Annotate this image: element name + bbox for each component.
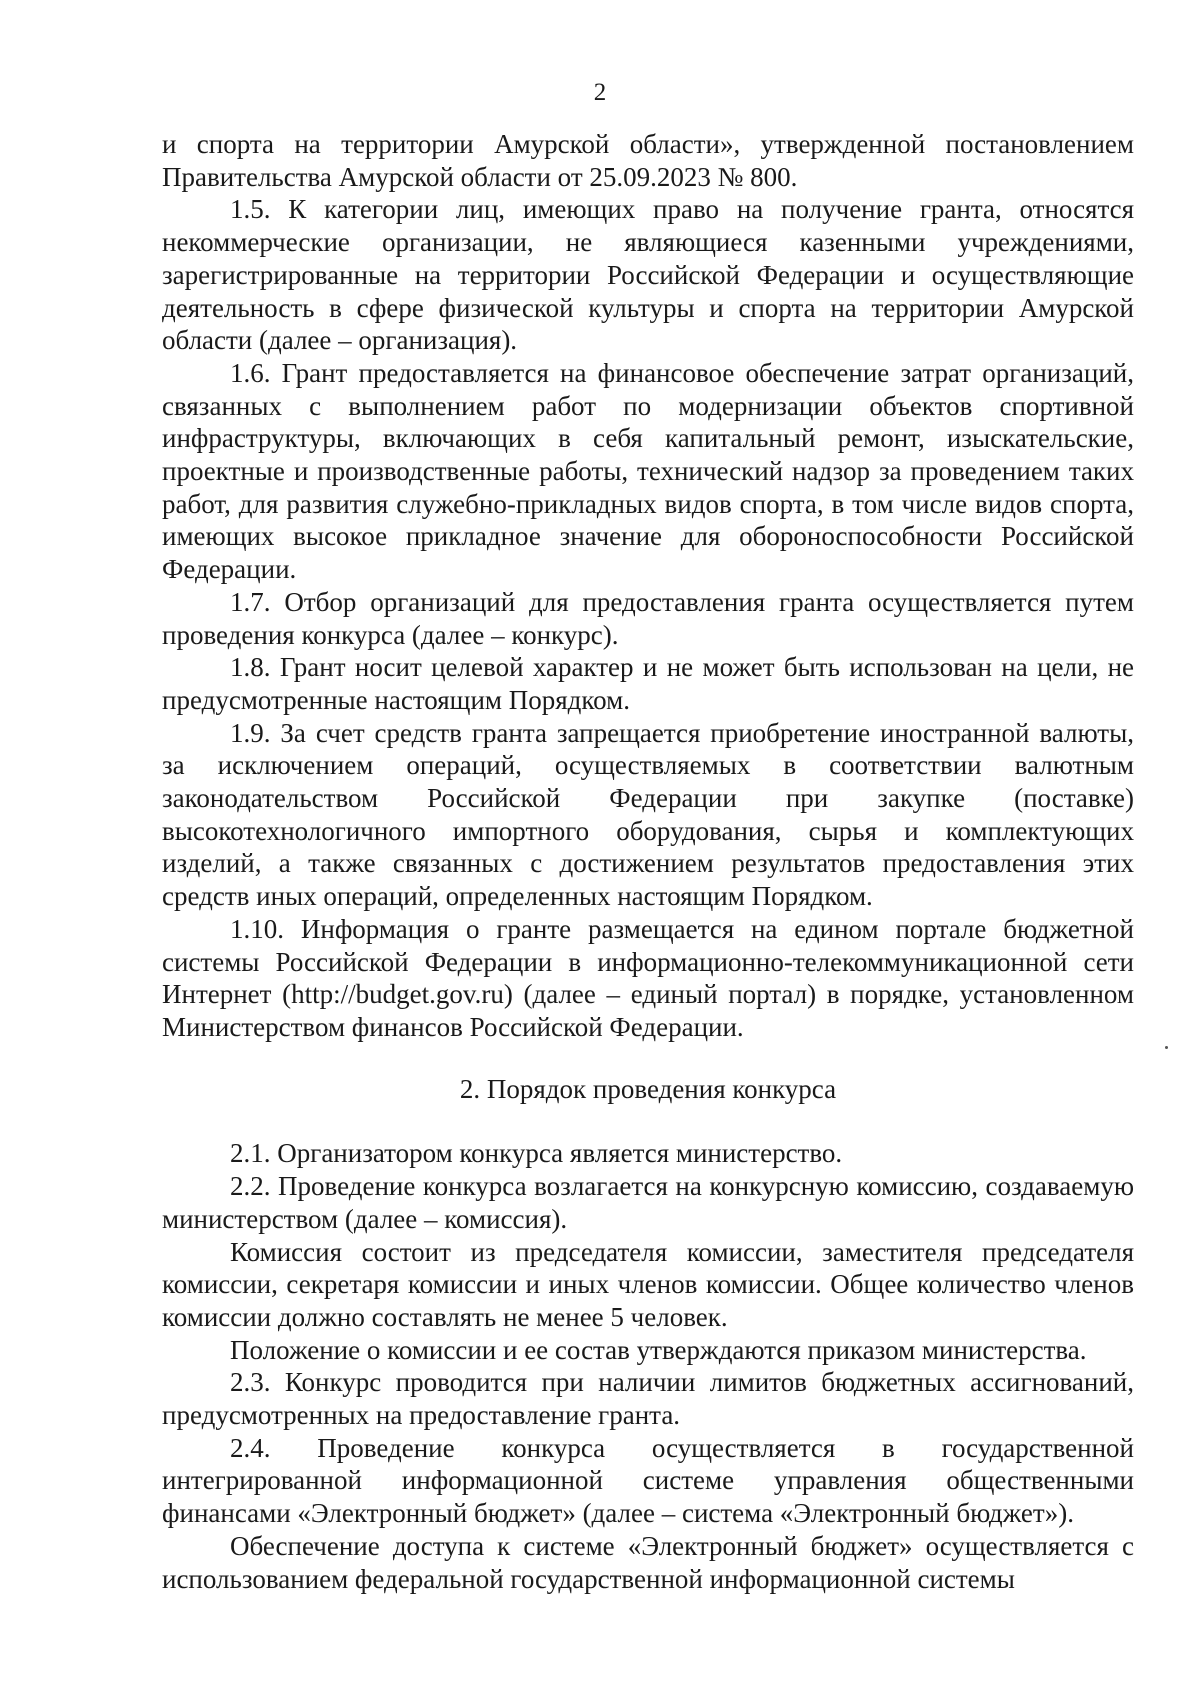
paragraph-1-6: 1.6. Грант предоставляется на финансовое обеспечение затрат организаций, связанных с выполнением работ по модернизации объектов спортивной инфраструктуры, включающих в себя капитальный ремонт, изыскательские, проектные и производственные работы, технический надзор за проведением таких работ, для развития служебно-прикладных видов спорта, в том числе видов спорта, имеющих высокое прикладное значение для обороноспособности Российской Федерации. [162, 357, 1134, 585]
paragraph-2-4: 2.4. Проведение конкурса осуществляется в государственной интегрированной информационной системе управления общественными финансами «Электронный бюджет» (далее – система «Электронный бюджет»). [162, 1432, 1134, 1529]
paragraph-1-9: 1.9. За счет средств гранта запрещается приобретение иностранной валюты, за исключением операций, осуществляемых в соответствии валютным законодательством Российской Федерации при закупке (поставке) высокотехнологичного импортного оборудования, сырья и комплектующих изделий, а также связанных с достижением результатов предоставления этих средств иных операций, определенных настоящим Порядком. [162, 717, 1134, 912]
paragraph-1-5: 1.5. К категории лиц, имеющих право на получение гранта, относятся некоммерческие организации, не являющиеся казенными учреждениями, зарегистрированные на территории Российской Федерации и осуществляющие деятельность в сфере физической культуры и спорта на территории Амурской области (далее – организация). [162, 194, 1134, 356]
paragraph-commission-regulation: Положение о комиссии и ее состав утверждаются приказом министерства. [230, 1334, 1087, 1365]
paragraph-access-electronic-budget: Обеспечение доступа к системе «Электронный бюджет» осуществляется с использованием федеральной государственной информационной системы [162, 1530, 1134, 1594]
paragraph-1-10: 1.10. Информация о гранте размещается на едином портале бюджетной системы Российской Федерации в информационно-телекоммуникационной сети Интернет (http://budget.gov.ru) (далее – единый портал) в порядке, установленном Министерством финансов Российской Федерации. [162, 913, 1134, 1042]
document-body [162, 128, 1134, 1595]
paragraph-continuation: и спорта на территории Амурской области», утвержденной постановлением Правительства Амурской области от 25.09.2023 № 800. [162, 129, 1134, 192]
paragraph-commission-composition: Комиссия состоит из председателя комиссии, заместителя председателя комиссии, секретаря комиссии и иных членов комиссии. Общее количество членов комиссии должно составлять не менее 5 человек. [162, 1236, 1134, 1332]
paragraph-2-2: 2.2. Проведение конкурса возлагается на конкурсную комиссию, создаваемую министерством (далее – комиссия). [162, 1171, 1134, 1234]
scan-speck [1165, 1046, 1168, 1049]
paragraph-2-3: 2.3. Конкурс проводится при наличии лимитов бюджетных ассигнований, предусмотренных на предоставление гранта. [162, 1367, 1134, 1431]
paragraph-1-7: 1.7. Отбор организаций для предоставления гранта осуществляется путем проведения конкурса (далее – конкурс). [162, 586, 1134, 650]
section-2-heading: 2. Порядок проведения конкурса [459, 1073, 837, 1104]
page-number: 2 [593, 79, 607, 106]
paragraph-2-1: 2.1. Организатором конкурса является министерство. [230, 1138, 843, 1169]
paragraph-1-8: 1.8. Грант носит целевой характер и не может быть использован на цели, не предусмотренные настоящим Порядком. [162, 652, 1134, 715]
